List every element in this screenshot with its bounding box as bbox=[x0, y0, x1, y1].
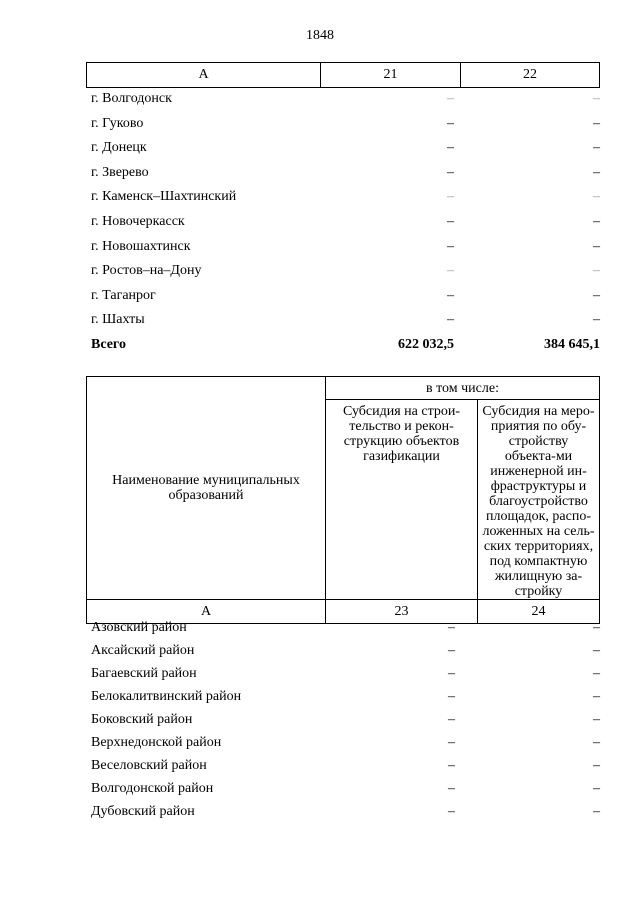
table1-row bbox=[0, 113, 640, 138]
table1-row bbox=[0, 137, 640, 162]
table1-header-col-21: 21 bbox=[321, 63, 461, 88]
row-name: Аксайский район bbox=[91, 643, 195, 658]
table2-row bbox=[0, 709, 640, 732]
row-value-24: – bbox=[593, 666, 600, 681]
table2-row bbox=[0, 732, 640, 755]
row-value-24: – bbox=[593, 620, 600, 635]
row-value-23: – bbox=[448, 758, 455, 773]
row-value-24: – bbox=[593, 781, 600, 796]
row-value-23: – bbox=[448, 712, 455, 727]
row-value-21: – bbox=[447, 91, 454, 106]
row-value-21: – bbox=[447, 140, 454, 156]
row-name: г. Гуково bbox=[91, 115, 144, 131]
row-name: г. Каменск–Шахтинский bbox=[91, 189, 237, 205]
table2-header-col-23: Субсидия на строи-тельство и рекон-струкцию объектов газификации bbox=[326, 400, 478, 600]
table1-header-col-a: А bbox=[87, 63, 321, 88]
row-value-24: – bbox=[593, 758, 600, 773]
table1-header bbox=[86, 62, 600, 88]
table1-row bbox=[0, 162, 640, 187]
table1-row bbox=[0, 186, 640, 211]
row-value-23: – bbox=[448, 643, 455, 658]
row-value-24: – bbox=[593, 689, 600, 704]
table2-body bbox=[0, 617, 640, 824]
row-value-23: – bbox=[448, 781, 455, 796]
row-value-22: – bbox=[593, 91, 600, 106]
row-value-24: – bbox=[593, 643, 600, 658]
row-value-21: – bbox=[447, 213, 454, 229]
table1-row bbox=[0, 309, 640, 334]
table1-header-col-22: 22 bbox=[461, 63, 600, 88]
row-value-23: – bbox=[448, 804, 455, 819]
row-name: Багаевский район bbox=[91, 666, 197, 681]
table2-number-col-24: 24 bbox=[478, 600, 600, 624]
table2-number-col-a: А bbox=[87, 600, 326, 624]
table1-body bbox=[0, 88, 640, 359]
row-value-21: – bbox=[447, 312, 454, 328]
row-value-22: – bbox=[593, 287, 600, 303]
row-value-22: – bbox=[593, 263, 600, 279]
table1-row bbox=[0, 211, 640, 236]
table2-row bbox=[0, 663, 640, 686]
row-name: Боковский район bbox=[91, 712, 193, 727]
total-value-22: 384 645,1 bbox=[544, 336, 600, 352]
row-value-24: – bbox=[593, 712, 600, 727]
row-value-22: – bbox=[593, 213, 600, 229]
row-value-23: – bbox=[448, 735, 455, 750]
table2-header-group: в том числе: bbox=[326, 377, 600, 400]
row-value-21: – bbox=[447, 164, 454, 180]
table2-number-col-23: 23 bbox=[326, 600, 478, 624]
row-name: Дубовский район bbox=[91, 804, 195, 819]
table2-header-name: Наименование муниципальных образований bbox=[87, 377, 326, 600]
row-value-22: – bbox=[593, 140, 600, 156]
row-name: г. Ростов–на–Дону bbox=[91, 263, 202, 279]
row-name: г. Таганрог bbox=[91, 287, 156, 303]
row-name: Азовский район bbox=[91, 620, 187, 635]
row-name: г. Новошахтинск bbox=[91, 238, 191, 254]
page-number: 1848 bbox=[306, 28, 334, 43]
row-name: г. Волгодонск bbox=[91, 91, 172, 106]
row-name: г. Новочеркасск bbox=[91, 213, 185, 229]
row-name: Веселовский район bbox=[91, 758, 207, 773]
row-value-21: – bbox=[447, 189, 454, 205]
row-name: г. Шахты bbox=[91, 312, 145, 328]
table1-row bbox=[0, 88, 640, 113]
table1-total-row bbox=[0, 334, 640, 359]
row-value-21: – bbox=[447, 287, 454, 303]
table1-row bbox=[0, 285, 640, 310]
table1-row bbox=[0, 260, 640, 285]
row-name: Волгодонской район bbox=[91, 781, 214, 796]
row-value-23: – bbox=[448, 620, 455, 635]
row-value-21: – bbox=[447, 263, 454, 279]
row-value-22: – bbox=[593, 164, 600, 180]
row-name: Белокалитвинский район bbox=[91, 689, 242, 704]
table2-row bbox=[0, 755, 640, 778]
table2-header bbox=[86, 376, 600, 624]
row-value-22: – bbox=[593, 189, 600, 205]
table2-header-col-24: Субсидия на меро-приятия по обу-стройству объекта-ми инженерной ин-фраструктуры и благоустройство площадок, распо-ложенных на сель-ских территориях, под компактную жилищную за-стройку bbox=[478, 400, 600, 600]
row-value-24: – bbox=[593, 735, 600, 750]
table2-row bbox=[0, 640, 640, 663]
row-value-22: – bbox=[593, 312, 600, 328]
table2-row bbox=[0, 778, 640, 801]
table1-row bbox=[0, 236, 640, 261]
table2-row bbox=[0, 686, 640, 709]
row-name: г. Зверево bbox=[91, 164, 149, 180]
row-name: Верхнедонской район bbox=[91, 735, 222, 750]
row-value-24: – bbox=[593, 804, 600, 819]
table2-row bbox=[0, 801, 640, 824]
row-value-21: – bbox=[447, 115, 454, 131]
row-value-21: – bbox=[447, 238, 454, 254]
total-label: Всего bbox=[91, 336, 126, 352]
row-value-22: – bbox=[593, 115, 600, 131]
row-value-23: – bbox=[448, 666, 455, 681]
table2-row bbox=[0, 617, 640, 640]
row-value-23: – bbox=[448, 689, 455, 704]
row-value-22: – bbox=[593, 238, 600, 254]
row-name: г. Донецк bbox=[91, 140, 147, 156]
total-value-21: 622 032,5 bbox=[398, 336, 454, 352]
